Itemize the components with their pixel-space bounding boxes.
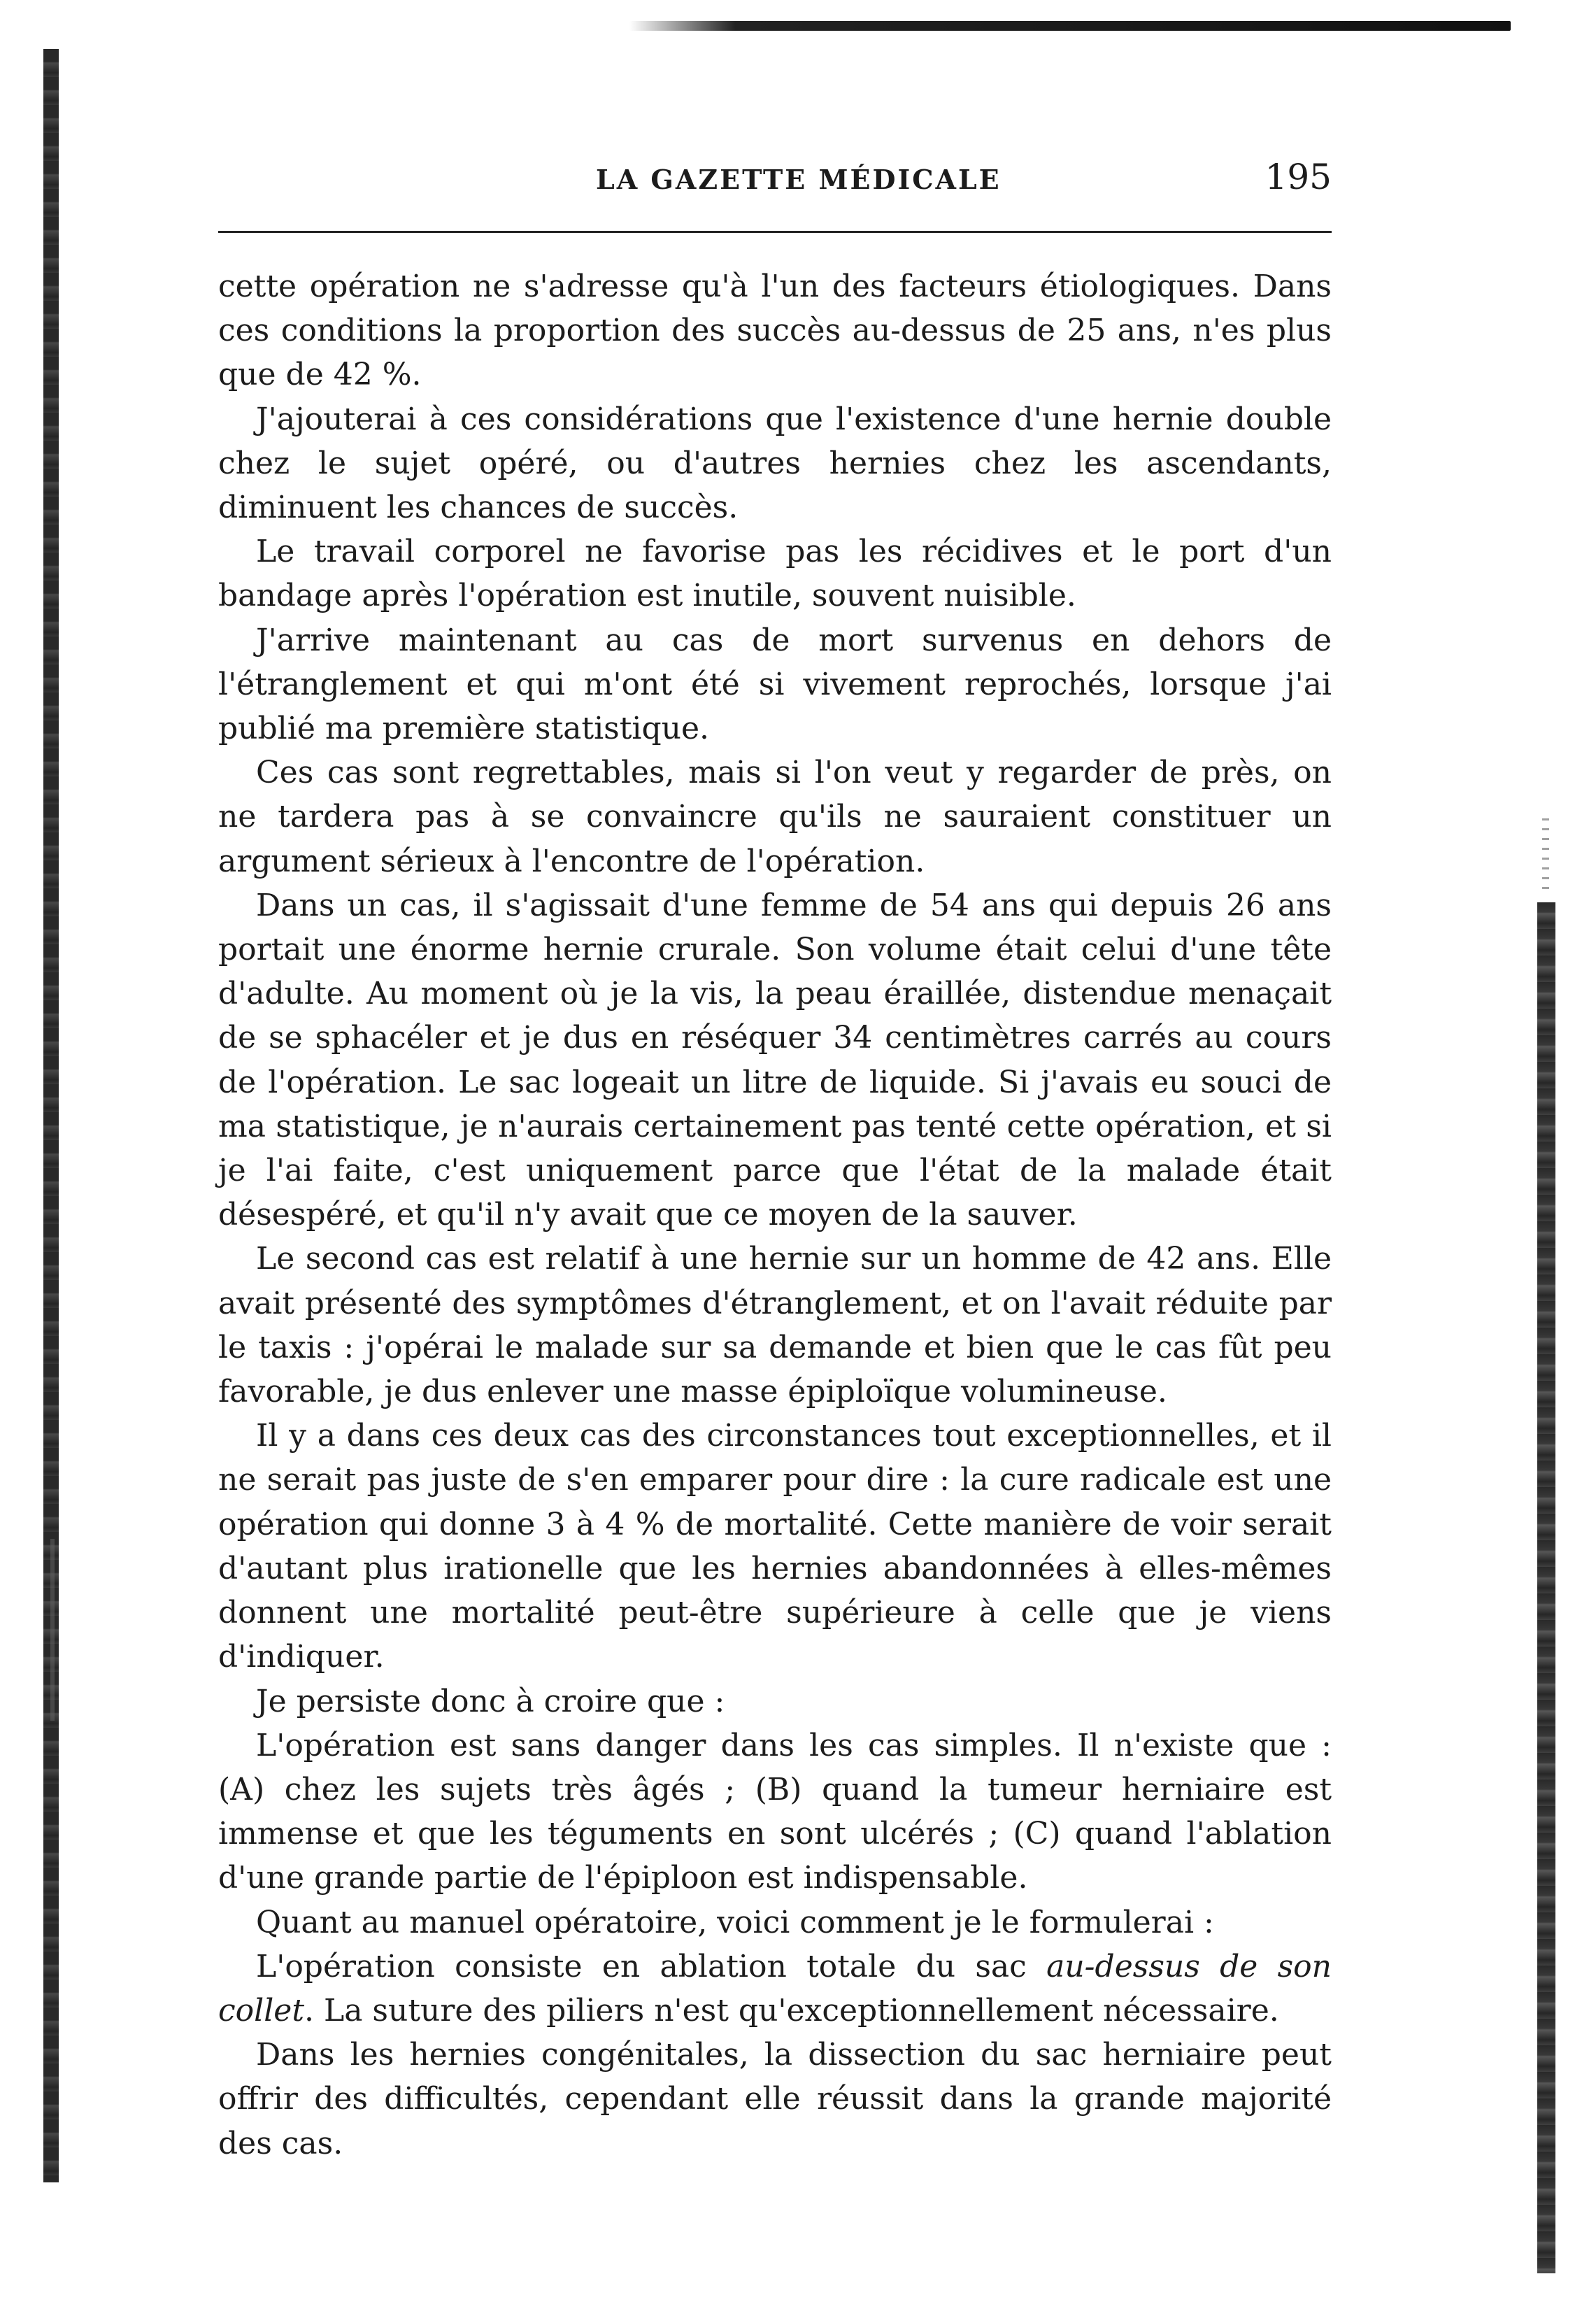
paragraph: cette opération ne s'adresse qu'à l'un des facteurs étiologiques. Dans ces conditions la proportion des succès au-dessus de 25 ans, n'es plus que de 42 %. <box>218 269 1332 393</box>
paragraph: Le second cas est relatif à une hernie sur un homme de 42 ans. Elle avait présenté des symptômes d'étranglement, et on l'avait réduite par le taxis : j'opérai le malade sur sa demande et bien que le cas fût peu favorable, je dus enlever une masse épiploïque volumineuse. <box>218 1241 1332 1410</box>
running-title: LA GAZETTE MÉDICALE <box>596 164 1002 195</box>
page-header <box>218 150 1332 206</box>
paragraph: Dans les hernies congénitales, la dissection du sac herniaire peut offrir des difficultés, cependant elle réussit dans la grande majorité des cas. <box>218 2037 1332 2161</box>
paragraph: Il y a dans ces deux cas des circonstances tout exceptionnelles, et il ne serait pas juste de s'en emparer pour dire : la cure radicale est une opération qui donne 3 à 4 % de mortalité. Cette manière de voir serait d'autant plus irationelle que les hernies abandonnées à elles-mêmes donnent une mortalité peut-être supérieure à celle que je viens d'indiquer. <box>218 1418 1332 1675</box>
paragraph: Le travail corporel ne favorise pas les récidives et le port d'un bandage après l'opération est inutile, souvent nuisible. <box>218 534 1332 614</box>
italic-phrase: au-dessus de son collet <box>218 1948 1332 2029</box>
paragraph: Quant au manuel opératoire, voici comment je le formulerai : <box>256 1904 1214 1940</box>
scan-left-shadow-tail <box>50 1539 55 1721</box>
paragraph: J'arrive maintenant au cas de mort survenus en dehors de l'étranglement et qui m'ont été si vivement reprochés, lorsque j'ai publié ma première statistique. <box>218 622 1332 747</box>
paragraph: Dans un cas, il s'agissait d'une femme de 54 ans qui depuis 26 ans portait une énorme hernie crurale. Son volume était celui d'une tête d'adulte. Au moment où je la vis, la peau éraillée, distendue menaçait de se sphacéler et je dus en réséquer 34 centimètres carrés au cours de l'opération. Le sac logeait un litre de liquide. Si j'avais eu souci de ma statistique, je n'aurais certainement pas tenté cette opération, et si je l'ai faite, c'est uniquement parce que l'état de la malade était désespéré, et qu'il n'y avait que ce moyen de la sauver. <box>218 887 1332 1233</box>
paragraph: L'opération est sans danger dans les cas simples. Il n'existe que : (A) chez les sujets très âgés ; (B) quand la tumeur herniaire est immense et que les téguments en sont ulcérés ; (C) quand l'ablation d'une grande partie de l'épiploon est indispensable. <box>218 1727 1332 1896</box>
paragraph: Ces cas sont regrettables, mais si l'on veut y regarder de près, on ne tardera pas à se convaincre qu'ils ne sauraient constituer un argument sérieux à l'encontre de l'opération. <box>218 755 1332 879</box>
scan-left-binding-shadow <box>43 49 59 2182</box>
paragraph-text: L'opération consiste en ablation totale du sac <box>256 1948 1047 1984</box>
paragraph: J'ajouterai à ces considérations que l'existence d'une hernie double chez le sujet opéré, ou d'autres hernies chez les ascendants, diminuent les chances de succès. <box>218 401 1332 526</box>
page-number: 195 <box>1264 157 1332 197</box>
scan-right-page-edge <box>1537 902 1555 2273</box>
article-body <box>218 264 1332 2166</box>
scan-right-edge-dots <box>1542 818 1549 895</box>
paragraph-text: . La suture des piliers n'est qu'exceptionnellement nécessaire. <box>304 1992 1279 2029</box>
paragraph <box>218 1945 1332 2033</box>
paragraph: Je persiste donc à croire que : <box>256 1683 725 1719</box>
header-rule <box>218 231 1332 233</box>
scan-top-rule <box>629 21 1511 31</box>
